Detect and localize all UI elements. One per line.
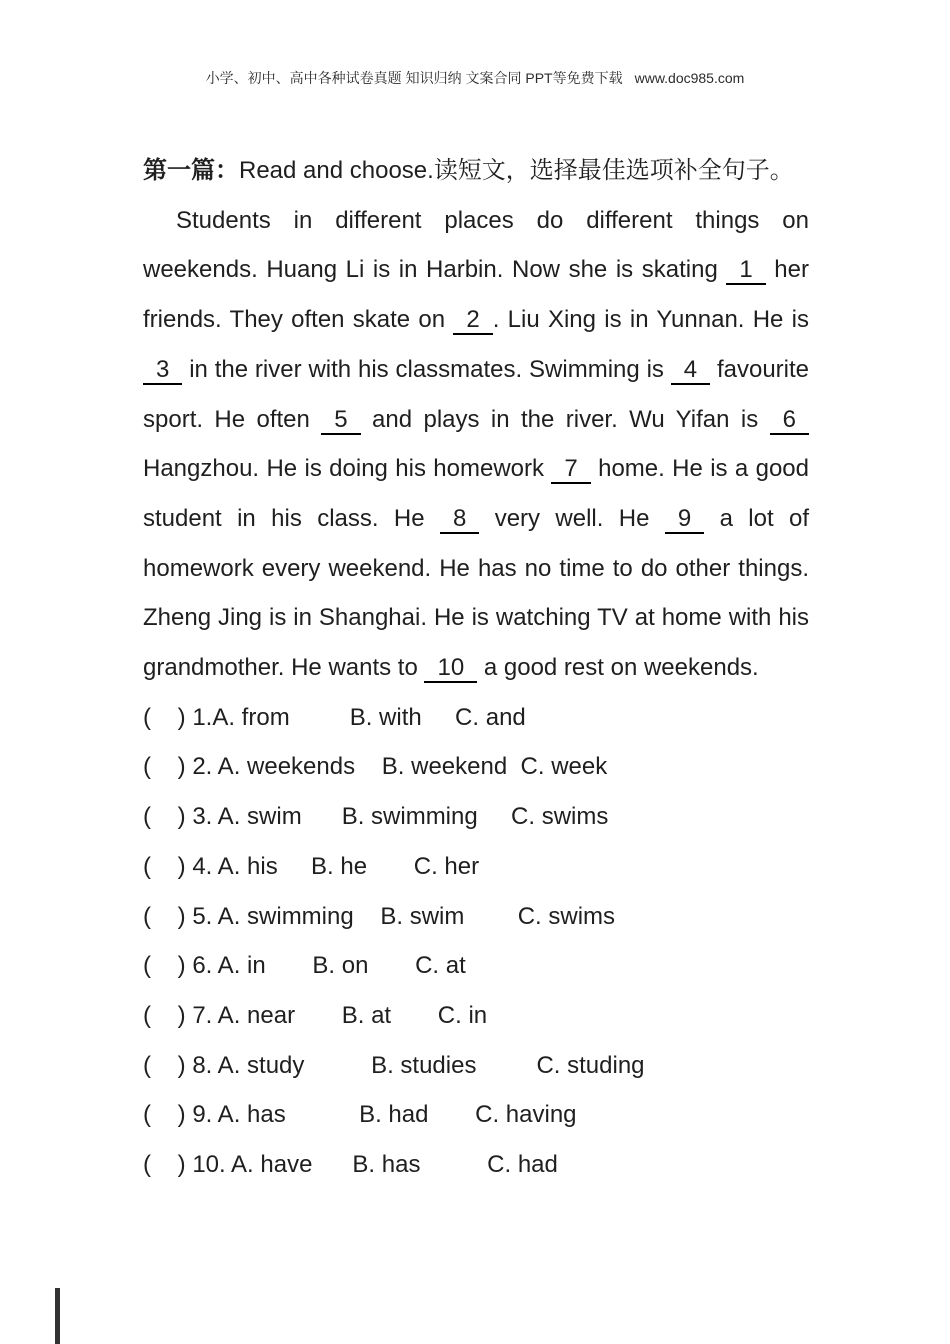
- question-line-1: ( ) 1.A. from B. with C. and: [143, 703, 526, 731]
- blank-9: 9: [665, 505, 704, 534]
- question-line-7: ( ) 7. A. near B. at C. in: [143, 1001, 488, 1029]
- blank-7: 7: [551, 455, 590, 484]
- blank-10: 10: [424, 654, 477, 683]
- document-content: [143, 146, 809, 1190]
- blank-5: 5: [321, 406, 360, 435]
- question-line-3: ( ) 3. A. swim B. swimming C. swims: [143, 803, 609, 831]
- header-url: www.doc985.com: [634, 70, 745, 86]
- blank-6: 6: [770, 406, 809, 435]
- passage: Students in different places do different things on weekends. Huang Li is in Harbin. Now she is skating 1 her friends. They often skate on 2 . Liu Xing is in Yunnan. He is 3 in the river with his classmates. Swimming is 4 favourite sport. He often 5 and plays in the river. Wu Yifan is 6 Hangzhou. He is doing his homework 7 home. He is a good student in his class. He 8 very well. He 9 a lot of homework every weekend. He has no time to do other things. Zheng Jing is in Shanghai. He is watching TV at home with his grandmother. He wants to 10 a good rest on weekends.: [143, 206, 810, 682]
- section-title: [143, 146, 809, 196]
- question-line-10: ( ) 10. A. have B. has C. had: [143, 1151, 558, 1179]
- question-line-4: ( ) 4. A. his B. he C. her: [143, 852, 480, 880]
- section-title-number: 第一篇：: [143, 157, 239, 184]
- question-line-9: ( ) 9. A. has B. had C. having: [143, 1101, 577, 1129]
- question-line-5: ( ) 5. A. swimming B. swim C. swims: [143, 902, 616, 930]
- question-list: [143, 693, 809, 1190]
- question-line-2: ( ) 2. A. weekends B. weekend C. week: [143, 753, 608, 781]
- blank-4: 4: [671, 356, 710, 385]
- question-line-6: ( ) 6. A. in B. on C. at: [143, 952, 466, 980]
- blank-1: 1: [726, 256, 765, 285]
- blank-3: 3: [143, 356, 182, 385]
- blank-2: 2: [453, 306, 492, 335]
- site-header: [0, 68, 950, 88]
- section-title-text: Read and choose.读短文，选择最佳选项补全句子。: [239, 157, 794, 184]
- page-edge-mark: [55, 1288, 60, 1344]
- blank-8: 8: [440, 505, 479, 534]
- question-line-8: ( ) 8. A. study B. studies C. studing: [143, 1051, 645, 1079]
- header-text: 小学、初中、高中各种试卷真题 知识归纳 文案合同 PPT等免费下载: [205, 70, 623, 86]
